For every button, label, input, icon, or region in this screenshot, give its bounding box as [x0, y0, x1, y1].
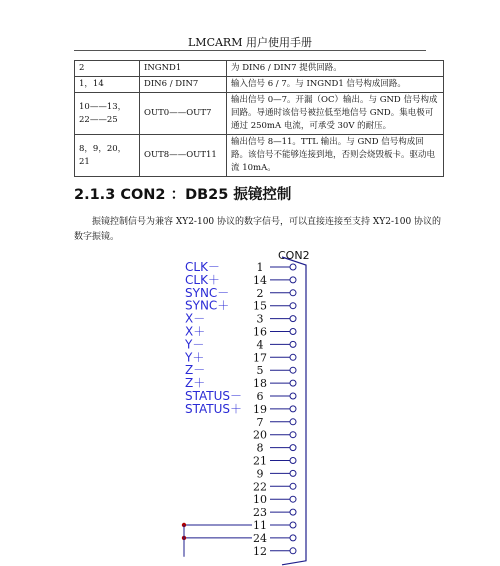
section-paragraph: 振镜控制信号为兼容 XY2-100 协议的数字信号，可以直接连接至支持 XY2-100 协议的数字振镜。 [74, 217, 442, 242]
connector-pin-row [253, 532, 296, 545]
pin-socket-circle [290, 264, 296, 270]
section-heading: 2.1.3 CON2 ：DB25 振镜控制 [74, 187, 292, 203]
pin-socket-circle [290, 419, 296, 425]
pin-socket-circle [290, 316, 296, 322]
pin-number: 4 [256, 338, 264, 352]
table-cell-pin: 1，14 [75, 77, 140, 93]
connector-pin-row [184, 337, 296, 351]
pin-number: 8 [256, 441, 264, 455]
connector-title: CON2 [278, 249, 310, 262]
pin-socket-circle [290, 329, 296, 335]
pin-socket-circle [290, 341, 296, 347]
pin-signal-label: STATUS＋ [185, 401, 243, 416]
pin-socket-circle [290, 496, 296, 502]
table-cell-pin: 2 [75, 61, 140, 77]
pin-socket-circle [290, 509, 296, 515]
connector-pin-row [185, 286, 296, 300]
pin-signal-label: X－ [185, 311, 206, 326]
pin-number: 2 [256, 286, 264, 300]
pin-signal-label: SYNC＋ [185, 298, 230, 313]
table-row [75, 77, 444, 93]
table-cell-name: OUT0——OUT7 [140, 93, 227, 135]
pin-number: 12 [253, 544, 267, 558]
table-cell-pin: 8，9，20，21 [75, 135, 140, 177]
pin-number: 10 [253, 493, 267, 507]
pin-number: 9 [256, 467, 264, 481]
pin-socket-circle [290, 290, 296, 296]
pin-socket-circle [290, 406, 296, 412]
pin-signal-label: STATUS－ [185, 389, 243, 403]
connector-pin-row [257, 442, 297, 455]
connector-pin-row [185, 363, 296, 377]
connector-pin-row [253, 545, 296, 558]
table-row [75, 135, 444, 177]
pin-number: 18 [253, 377, 267, 391]
pin-signal-label: Y－ [185, 337, 205, 352]
pin-socket-circle [290, 303, 296, 309]
table-cell-desc: 输出信号 8—11。TTL 输出。与 GND 信号构成回路。该信号不能够连接到地，否则会烧毁板卡。驱动电流 10mA。 [227, 135, 444, 177]
pin-signal-label: Z＋ [185, 376, 206, 391]
table-cell-name: OUT8——OUT11 [140, 135, 227, 177]
pin-number: 7 [256, 415, 264, 429]
pin-number: 6 [256, 390, 264, 403]
pin-socket-circle [290, 277, 296, 283]
pin-number: 15 [253, 299, 267, 313]
table-cell-desc: 输出信号 0—7。开漏（OC）输出。与 GND 信号构成回路。导通时该信号被拉低至地信号 GND。集电极可通过 250mA 电流，可承受 30V 的耐压。 [227, 93, 444, 135]
page-header-title: LMCARM 用户使用手册 [188, 36, 312, 49]
pin-socket-circle [290, 380, 296, 386]
pin-socket-circle [290, 535, 296, 541]
pin-number: 20 [253, 428, 267, 442]
connector-pin-row [253, 480, 296, 493]
pin-number: 16 [253, 325, 267, 339]
pin-number: 23 [253, 506, 267, 520]
connector-pin-row [253, 455, 296, 468]
pin-socket-circle [290, 522, 296, 528]
pin-signal-label: SYNC－ [185, 285, 230, 300]
pin-signal-label: CLK＋ [185, 272, 220, 287]
pin-socket-circle [290, 367, 296, 373]
table-row [75, 61, 444, 77]
pin-signal-label: Y＋ [185, 350, 205, 365]
table-cell-pin: 10——13，22——25 [75, 93, 140, 135]
header-divider [74, 50, 426, 51]
pin-socket-circle [290, 445, 296, 451]
connector-pin-row [253, 493, 296, 506]
connector-pin-row [185, 389, 296, 403]
connector-schematic [170, 243, 340, 566]
pin-number: 14 [253, 273, 267, 287]
pin-signal-label: CLK－ [185, 260, 220, 274]
connector-pin-row [185, 299, 296, 313]
pin-socket-circle [290, 458, 296, 464]
pin-socket-circle [290, 354, 296, 360]
connector-pin-row [185, 325, 296, 339]
connector-pin-row [253, 429, 296, 442]
connector-pin-row [185, 402, 296, 416]
table-cell-desc: 输入信号 6 / 7。与 INGND1 信号构成回路。 [227, 77, 444, 93]
pin-number: 17 [253, 351, 267, 365]
connector-pin-row [185, 376, 296, 390]
connector-pin-row [253, 506, 296, 519]
pin-number: 22 [253, 480, 267, 494]
connector-pin-row [257, 416, 297, 429]
pin-description-table [74, 60, 444, 177]
pin-signal-label: Z－ [185, 363, 206, 378]
connector-pin-row [185, 312, 296, 326]
connector-pin-row [185, 273, 296, 287]
pin-socket-circle [290, 432, 296, 438]
pin-socket-circle [290, 548, 296, 554]
pin-number: 5 [256, 364, 264, 378]
pin-socket-circle [290, 470, 296, 476]
db25-connector-diagram [170, 243, 340, 566]
table-cell-name: INGND1 [140, 61, 227, 77]
pin-signal-label: X＋ [185, 324, 206, 339]
connector-pin-row [184, 350, 296, 364]
pin-number: 21 [253, 454, 267, 468]
table-cell-desc: 为 DIN6 / DIN7 提供回路。 [227, 61, 444, 77]
pin-socket-circle [290, 483, 296, 489]
table-cell-name: DIN6 / DIN7 [140, 77, 227, 93]
connector-pin-row [253, 519, 296, 532]
pin-socket-circle [290, 393, 296, 399]
connector-pin-row [185, 260, 296, 274]
pin-number: 1 [256, 261, 264, 274]
table-row [75, 93, 444, 135]
pin-number: 11 [253, 519, 267, 532]
pin-number: 24 [253, 531, 267, 545]
pin-number: 19 [253, 402, 267, 416]
connector-pin-row [257, 467, 297, 480]
pin-number: 3 [256, 312, 264, 326]
